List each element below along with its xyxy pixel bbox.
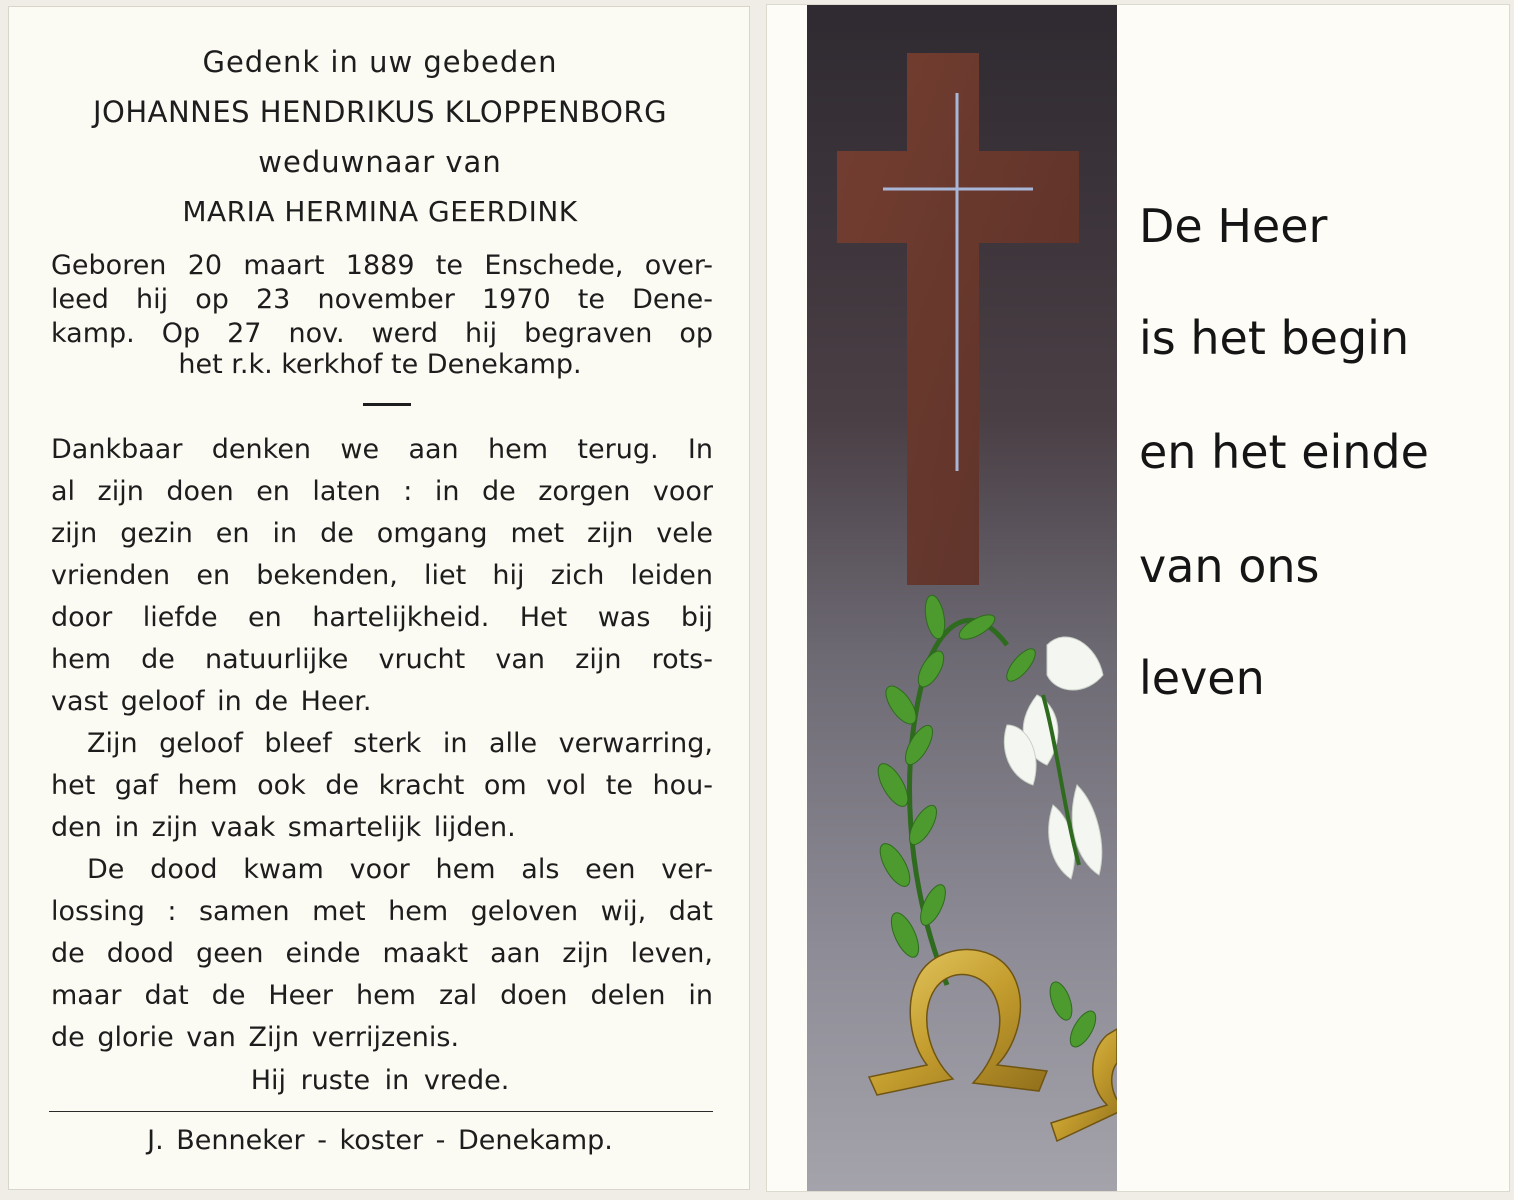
- paragraph3-line: De dood kwam voor hem als een ver-: [87, 854, 713, 885]
- paragraph1-line: al zijn doen en laten : in de zorgen voor: [51, 476, 713, 507]
- paragraph2-line: het gaf hem ook de kracht om vol te hou-: [51, 770, 713, 801]
- verse-line: is het begin: [1139, 311, 1410, 365]
- spouse-name: MARIA HERMINA GEERDINK: [182, 195, 578, 228]
- paragraph1-line: vrienden en bekenden, liet hij zich leiden: [51, 560, 713, 591]
- cross-with-lily-alpha-omega-icon: [807, 5, 1117, 1191]
- deceased-name: JOHANNES HENDRIKUS KLOPPENBORG: [92, 95, 668, 129]
- paragraph3-line: lossing : samen met hem geloven wij, dat: [51, 896, 713, 927]
- widower-of-line: weduwnaar van: [258, 145, 502, 179]
- paragraph1-line: Dankbaar denken we aan hem terug. In: [51, 434, 713, 465]
- bio-line: leed hij op 23 november 1970 te Dene-: [51, 284, 713, 315]
- memorial-card-text-side: [8, 6, 750, 1190]
- memorial-card-image-side: [766, 4, 1510, 1192]
- paragraph1-line: zijn gezin en in de omgang met zijn vele: [51, 518, 713, 549]
- verse-line: De Heer: [1139, 199, 1328, 253]
- separator-rule: [363, 403, 411, 406]
- paragraph1-line: hem de natuurlijke vrucht van zijn rots-: [51, 644, 713, 675]
- paragraph3-line: de glorie van Zijn verrijzenis.: [51, 1022, 460, 1053]
- paragraph3-line: maar dat de Heer hem zal doen delen in: [51, 980, 713, 1011]
- paragraph2-line: den in zijn vaak smartelijk lijden.: [51, 812, 516, 843]
- paragraph1-line: vast geloof in de Heer.: [51, 686, 372, 717]
- paragraph3-line: de dood geen einde maakt aan zijn leven,: [51, 938, 713, 969]
- bio-line: het r.k. kerkhof te Denekamp.: [178, 349, 582, 380]
- footer-rule: [49, 1111, 713, 1112]
- verse-line: leven: [1139, 651, 1265, 705]
- bio-line: Geboren 20 maart 1889 te Enschede, over-: [51, 250, 713, 281]
- closing-line: Hij ruste in vrede.: [250, 1065, 510, 1096]
- printer-credit: J. Benneker - koster - Denekamp.: [147, 1125, 613, 1156]
- paragraph1-line: door liefde en hartelijkheid. Het was bij: [51, 602, 713, 633]
- intro-line: Gedenk in uw gebeden: [202, 45, 558, 79]
- bio-line: kamp. Op 27 nov. werd hij begraven op: [51, 318, 713, 349]
- verse-line: van ons: [1139, 539, 1320, 593]
- paragraph2-line: Zijn geloof bleef sterk in alle verwarring,: [87, 728, 713, 759]
- verse-line: en het einde: [1139, 425, 1429, 479]
